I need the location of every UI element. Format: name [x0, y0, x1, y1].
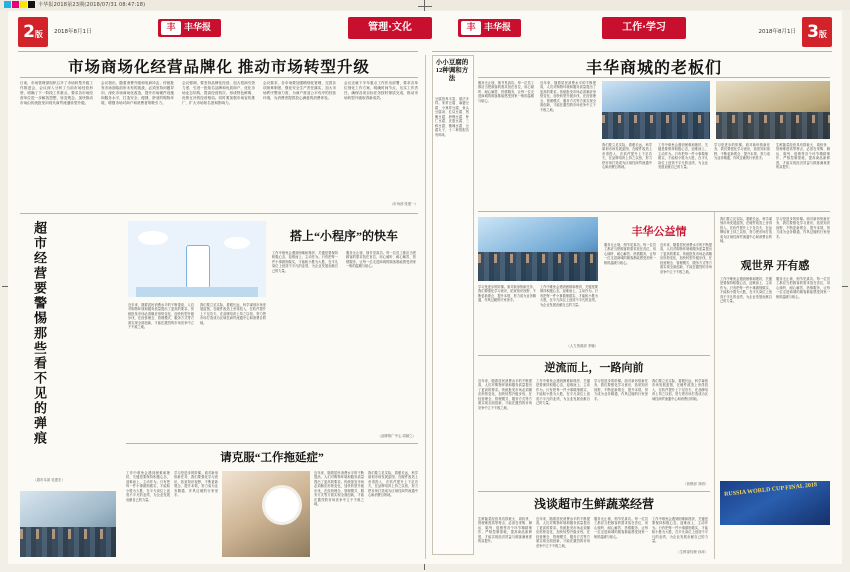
left-divider-1 [20, 213, 418, 214]
feature2-col-4: 我们要立足实际，着眼长远，科学谋划市场发展蓝图，在硬件改造上舍得投入，在软件提升上下足功夫，在品牌培育上持之以恒，努力把市场打造成为区域性商贸流通中心和消费目的地。 [368, 471, 418, 498]
right-nameplate: 丰 丰华报 [458, 19, 521, 37]
cloud-shape-1 [138, 231, 168, 245]
print-slug: 丰华报2018第23期(2018/07/31 08:47:18) [38, 2, 146, 8]
vertical-feature-headline: 超市经营要警惕那些看不见的弹痕 [32, 221, 47, 446]
right-lead-col-1: 服务无止境，细节见真功。每一位员工都应当把顾客的需求放在首位，用心倾听、耐心解答、热情服务，让每一位走进商城的顾客都能感受到家一般的温暖与贴心。 [478, 81, 534, 103]
right-masthead [432, 15, 832, 49]
right-lead-col-4: 工作中难免会遇到困难和挫折，关键是要保持积极心态，迎难而上，主动作为。只有把每一件小事做细做实，才能积小胜为大胜，在平凡岗位上创造不平凡的业绩，为企业发展贡献自己的力量。 [658, 143, 708, 170]
page-sheet [8, 11, 842, 564]
vegetable-article-headline: 浅谈超市生鲜蔬菜经营 [533, 497, 654, 511]
vegetable-col-2: 近年来，随着居民消费水平的不断提高，人们对购物环境和服务质量提出了更高的要求。传统批发市场必须顺应形势变化，加快转型升级步伐，在经营理念、管理模式、服务方式等方面实现全面创新，才能在激烈的市场竞争中立于不败之地。 [536, 517, 590, 548]
photo-clock-woman [222, 471, 310, 557]
feature2-col-2: 学习是进步的阶梯。面对新形势新任务，我们要强化学习意识，拓宽知识视野，不断更新观念、提升本领，努力成为业务精通、作风过硬的行家里手。 [174, 471, 218, 498]
charity-col-3: 学习是进步的阶梯。面对新形势新任务，我们要强化学习意识，拓宽知识视野，不断更新观念、提升本领，努力成为业务精通、作风过硬的行家里手。 [478, 285, 536, 303]
page-gutter-rule [425, 55, 426, 559]
vegetable-col-1: 生鲜蔬菜经营具有损耗大、周转快、管理难度高等特点，必须在采购、储运、陈列、促销等各个环节精耕细作，严格控制损耗，提高商品新鲜度，才能实现经济效益与顾客满意度的双提升。 [478, 517, 532, 544]
right-divider-2 [478, 355, 710, 356]
feature1-byline: （品牌推广中心 周颖之） [377, 434, 416, 438]
right-lead-headline: 丰华商城的老板们 [585, 60, 722, 77]
photo-supermarket-interior [20, 491, 116, 557]
clock-icon [262, 485, 302, 525]
opinion-col-top-1: 我们要立足实际，着眼长远，科学谋划市场发展蓝图，在硬件改造上舍得投入，在软件提升上下足功夫，在品牌培育上持之以恒，努力把市场打造成为区域性商贸流通中心和消费目的地。 [720, 217, 772, 244]
vegetable-col-4: 工作中难免会遇到困难和挫折，关键是要保持积极心态，迎难而上，主动作为。只有把每一件小事做细做实，才能积小胜为大胜，在平凡岗位上创造不平凡的业绩，为企业发展贡献自己的力量。 [652, 517, 708, 544]
left-page-date: 2018年8月1日 [54, 29, 92, 35]
feature2-col-1: 工作中难免会遇到困难和挫折，关键是要保持积极心态，迎难而上，主动作为。只有把每一件小事做细做实，才能积小胜为大胜，在平凡岗位上创造不平凡的业绩，为企业发展贡献自己的力量。 [126, 471, 170, 502]
feature1-col-1: 近年来，随着居民消费水平的不断提高，人们对购物环境和服务质量提出了更高的要求。传统批发市场必须顺应形势变化，加快转型升级步伐，在经营理念、管理模式、服务方式等方面实现全面创新，才能在激烈的市场竞争中立于不败之地。 [128, 303, 194, 330]
opinion-col-top-2: 学习是进步的阶梯。面对新形势新任务，我们要强化学习意识，拓宽知识视野，不断更新观念、提升本领，努力成为业务精通、作风过硬的行家里手。 [776, 217, 830, 239]
lead-byline: （市场部 张建一） [389, 202, 418, 206]
right-lead-col-2: 近年来，随着居民消费水平的不断提高，人们对购物环境和服务质量提出了更高的要求。传统批发市场必须顺应形势变化，加快转型升级步伐，在经营理念、管理模式、服务方式等方面实现全面创新，才能在激烈的市场竞争中立于不败之地。 [540, 81, 596, 112]
opinion-col-2: 服务无止境，细节见真功。每一位员工都应当把顾客的需求放在首位，用心倾听、耐心解答、热情服务，让每一位走进商城的顾客都能感受到家一般的温暖与贴心。 [776, 277, 830, 299]
feature1-col-3: 工作中难免会遇到困难和挫折，关键是要保持积极心态，迎难而上，主动作为。只有把每一件小事做细做实，才能积小胜为大胜，在平凡岗位上创造不平凡的业绩，为企业发展贡献自己的力量。 [272, 251, 338, 273]
right-section-label: 工作·学习 [602, 17, 686, 39]
phone-shape [186, 245, 210, 289]
left-masthead-rule [18, 51, 418, 52]
feature2-col-3: 近年来，随着居民消费水平的不断提高，人们对购物环境和服务质量提出了更高的要求。传统批发市场必须顺应形势变化，加快转型升级步伐，在经营理念、管理模式、服务方式等方面实现全面创新，才能在激烈的市场竞争中立于不败之地。 [314, 471, 364, 507]
photo-miniprogram-illustration [128, 221, 266, 297]
charity-col-2: 近年来，随着居民消费水平的不断提高，人们对购物环境和服务质量提出了更高的要求。传统批发市场必须顺应形势变化，加快转型升级步伐，在经营理念、管理模式、服务方式等方面实现全面创新，才能在激烈的市场竞争中立于不败之地。 [660, 243, 712, 274]
feature1-col-4: 服务无止境，细节见真功。每一位员工都应当把顾客的需求放在首位，用心倾听、耐心解答、热情服务，让每一位走进商城的顾客都能感受到家一般的温暖与贴心。 [346, 251, 416, 269]
brand-logo-icon: 丰 [161, 21, 181, 35]
upstream-col-2: 工作中难免会遇到困难和挫折，关键是要保持积极心态，迎难而上，主动作为。只有把每一件小事做细做实，才能积小胜为大胜，在平凡岗位上创造不平凡的业绩，为企业发展贡献自己的力量。 [536, 379, 590, 406]
left-divider-2 [126, 443, 418, 444]
right-masthead-rule [432, 51, 832, 52]
lead-col-4: 会议要求，各市场要加强精细化管理，完善各项规章制度，强化安全生产责任落实，加大市场秩序整治力度，为商户营造公平有序的经营环境，为消费者提供放心满意的消费体验。 [263, 81, 336, 101]
charity-article-headline: 丰华公益情 [631, 226, 687, 238]
left-headline-rule [20, 77, 418, 78]
left-masthead [18, 15, 418, 49]
right-lead-col-5: 学习是进步的阶梯。面对新形势新任务，我们要强化学习意识，拓宽知识视野，不断更新观念、提升本领，努力成为业务精通、作风过硬的行家里手。 [714, 143, 770, 161]
right-page-number: 3版 [802, 17, 832, 47]
world-cup-caption: RUSSIA WORLD CUP FINAL 2018 [723, 482, 818, 498]
cmyk-color-bar [4, 1, 36, 8]
brand-logo-icon-right: 丰 [461, 21, 481, 35]
lead-col-3: 会议强调，要坚持品牌化经营，加大招商引资力度，引进一批知名品牌和优质商户，优化市场业态结构，提高经营档次，形成特色鲜明、优势互补的经营格局。同时要加强市场宣传推广，扩大市场知名度和影响力。 [182, 81, 255, 106]
tofu-sidebar-title: 小小豆腐的12种调和方法 [435, 59, 469, 83]
left-nameplate: 丰 丰华报 [158, 19, 221, 37]
lead-col-2: 会议指出，随着消费升级和电商冲击，传统批发市场面临前所未有的挑战，必须坚持问题导向，深化市场商场化改造，提升市场硬件设施和服务水平，打造安全、便捷、舒适的购物环境，增强市场对商户和消费者的吸引力。 [101, 81, 174, 106]
right-divider-3 [478, 491, 710, 492]
upstream-byline: （营销部 刘明） [683, 482, 708, 486]
charity-byline: （人力资源部 李娜） [566, 344, 598, 348]
charity-col-4: 工作中难免会遇到困难和挫折，关键是要保持积极心态，迎难而上，主动作为。只有把每一件小事做细做实，才能积小胜为大胜，在平凡岗位上创造不平凡的业绩，为企业发展贡献自己的力量。 [540, 285, 598, 307]
feature1-col-2: 我们要立足实际，着眼长远，科学谋划市场发展蓝图，在硬件改造上舍得投入，在软件提升上下足功夫，在品牌培育上持之以恒，努力把市场打造成为区域性商贸流通中心和消费目的地。 [200, 303, 266, 325]
opinion-col-1: 工作中难免会遇到困难和挫折，关键是要保持积极心态，迎难而上，主动作为。只有把每一件小事做细做实，才能积小胜为大胜，在平凡岗位上创造不平凡的业绩，为企业发展贡献自己的力量。 [720, 277, 772, 304]
charity-col-1: 服务无止境，细节见真功。每一位员工都应当把顾客的需求放在首位，用心倾听、耐心解答、热情服务，让每一位走进商城的顾客都能感受到家一般的温暖与贴心。 [604, 243, 656, 265]
vertical-feature-byline: （超市本部 吴建宏） [33, 478, 65, 482]
right-headline-rule [478, 77, 830, 78]
vegetable-col-3: 服务无止境，细节见真功。每一位员工都应当把顾客的需求放在首位，用心倾听、耐心解答、热情服务，让每一位走进商城的顾客都能感受到家一般的温暖与贴心。 [594, 517, 648, 539]
cloud-shape-2 [224, 237, 250, 249]
photo-award-ceremony-2 [716, 81, 830, 139]
vegetable-byline: （生鲜部经理 孙萍） [676, 550, 708, 554]
photo-award-ceremony-1 [602, 81, 710, 139]
upstream-col-4: 我们要立足实际，着眼长远，科学谋划市场发展蓝图，在硬件改造上舍得投入，在软件提升上下足功夫，在品牌培育上持之以恒，努力把市场打造成为区域性商贸流通中心和消费目的地。 [652, 379, 708, 401]
left-section-label: 管理·文化 [348, 17, 432, 39]
lead-col-1: 日前，市场管理部组织召开了市场转型升级工作推进会，会议深入分析了当前市场经营形势，明确了下一阶段工作重点，要求各市场经营单位进一步解放思想、转变观念，加快推动市场由传统批发向现代商贸流通转型升级。 [20, 81, 93, 106]
opinion-column-title: 观世界 开有感 [740, 260, 810, 272]
photo-charity-group [478, 217, 598, 281]
right-divider-1 [478, 211, 830, 212]
upstream-col-1: 近年来，随着居民消费水平的不断提高，人们对购物环境和服务质量提出了更高的要求。传统批发市场必须顺应形势变化，加快转型升级步伐，在经营理念、管理模式、服务方式等方面实现全面创新，才能在激烈的市场竞争中立于不败之地。 [478, 379, 532, 410]
photo-world-cup [720, 481, 830, 525]
right-lead-col-6: 生鲜蔬菜经营具有损耗大、周转快、管理难度高等特点，必须在采购、储运、陈列、促销等各个环节精耕细作，严格控制损耗，提高商品新鲜度，才能实现经济效益与顾客满意度的双提升。 [776, 143, 830, 170]
right-page-date: 2018年8月1日 [758, 29, 796, 35]
tofu-sidebar-body: 豆腐营养丰富，做法多样。家常豆腐、麻婆豆腐、小葱拌豆腐、鱼头豆腐汤、红烧豆腐、煎酿豆腐、砂锅豆腐、虾仁豆腐、皮蛋豆腐、三鲜豆腐、酸辣豆腐、豆腐丸子，十二种搭配各有风味。 [435, 97, 469, 137]
upstream-col-3: 学习是进步的阶梯。面对新形势新任务，我们要强化学习意识，拓宽知识视野，不断更新观念、提升本领，努力成为业务精通、作风过硬的行家里手。 [594, 379, 648, 401]
left-lead-headline: 市场商场化经营品牌化 推动市场转型升级 [68, 59, 370, 76]
left-page-number: 2版 [18, 17, 48, 47]
illustration-ground [136, 287, 258, 297]
feature1-headline: 搭上“小程序”的快车 [289, 229, 398, 243]
right-lead-col-3: 我们要立足实际，着眼长远，科学谋划市场发展蓝图，在硬件改造上舍得投入，在软件提升上下足功夫，在品牌培育上持之以恒，努力把市场打造成为区域性商贸流通中心和消费目的地。 [602, 143, 652, 170]
lead-col-5: 会议还就下半年重点工作作出部署，要求各单位细化工作方案，明确时间节点，压实工作责任，确保各项目标任务按时保质完成，推动市场转型升级取得新成效。 [344, 81, 418, 101]
right-column-rule [714, 211, 715, 559]
feature2-headline: 请克服“工作拖延症” [220, 452, 324, 464]
upstream-article-headline: 逆流而上，一路向前 [544, 362, 644, 374]
